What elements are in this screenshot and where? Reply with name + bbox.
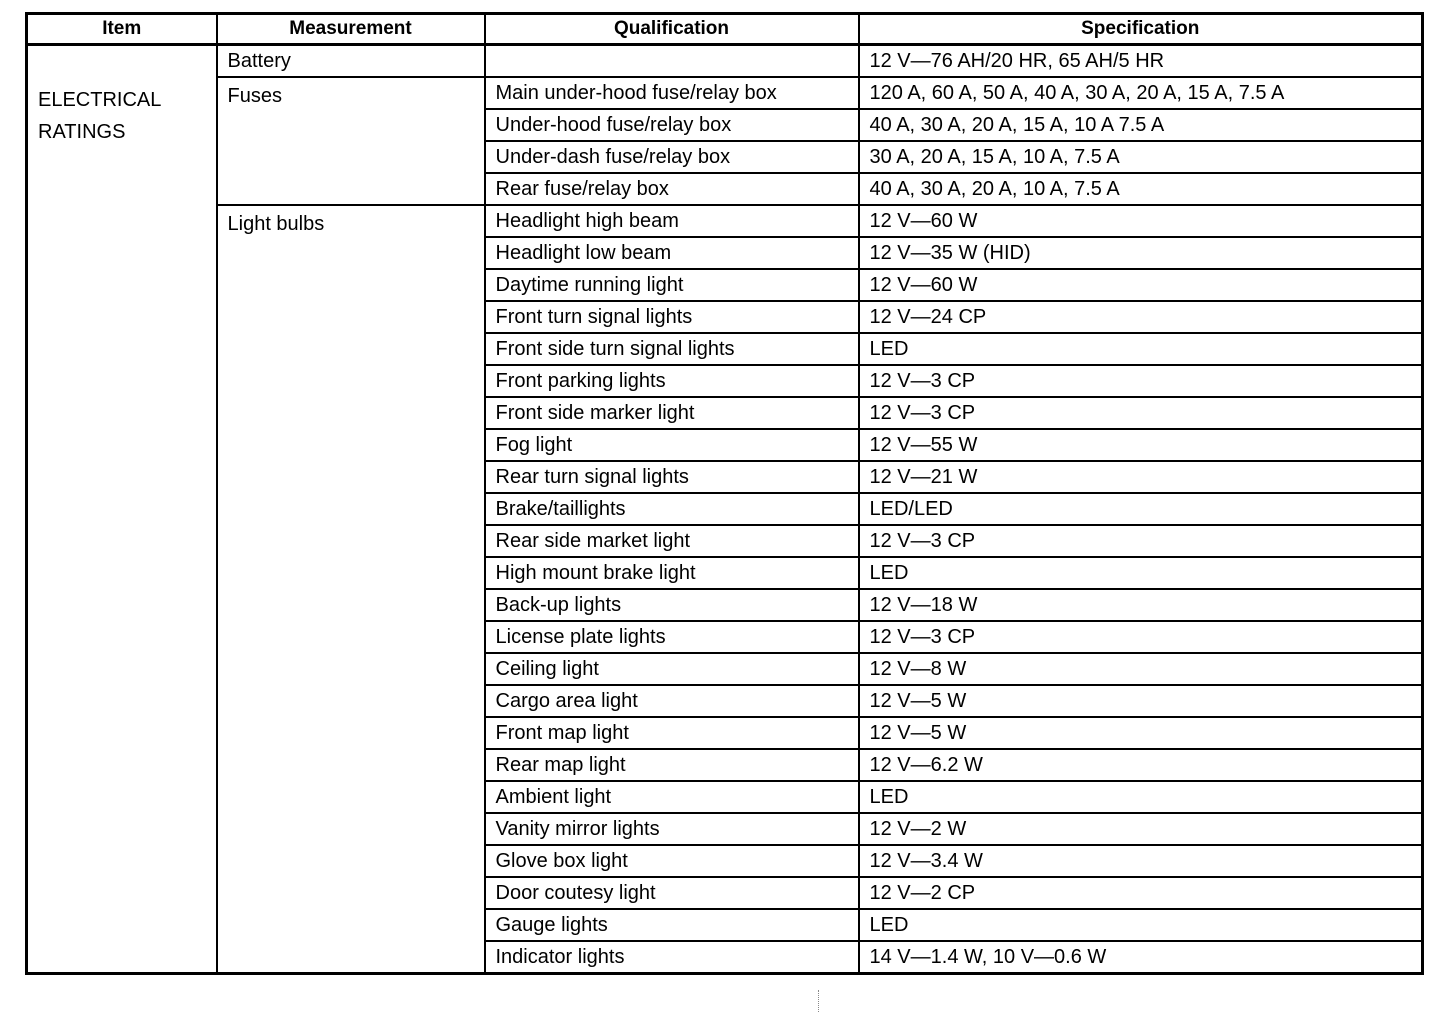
- specification-cell: 12 V—5 W: [859, 685, 1423, 717]
- specification-cell: 30 A, 20 A, 15 A, 10 A, 7.5 A: [859, 141, 1423, 173]
- specification-cell: 12 V—55 W: [859, 429, 1423, 461]
- qualification-cell: Headlight high beam: [485, 205, 859, 237]
- qualification-cell: Fog light: [485, 429, 859, 461]
- header-measurement: Measurement: [217, 14, 485, 45]
- table-row: [27, 77, 1423, 109]
- specification-cell: 12 V—5 W: [859, 717, 1423, 749]
- measurement-light-bulbs: Light bulbs: [217, 205, 485, 974]
- specification-cell: 12 V—6.2 W: [859, 749, 1423, 781]
- electrical-ratings-table: [25, 12, 1424, 975]
- specification-cell: 12 V—3 CP: [859, 525, 1423, 557]
- specification-cell: 12 V—8 W: [859, 653, 1423, 685]
- qualification-cell: Under-dash fuse/relay box: [485, 141, 859, 173]
- item-cell: [27, 45, 217, 974]
- specification-cell: 12 V—2 W: [859, 813, 1423, 845]
- specification-cell: 14 V—1.4 W, 10 V—0.6 W: [859, 941, 1423, 974]
- qualification-cell: Front side turn signal lights: [485, 333, 859, 365]
- specification-battery: 12 V—76 AH/20 HR, 65 AH/5 HR: [859, 45, 1423, 78]
- qualification-battery: [485, 45, 859, 78]
- qualification-cell: Rear fuse/relay box: [485, 173, 859, 205]
- item-label-line2: RATINGS: [38, 121, 126, 143]
- qualification-cell: Vanity mirror lights: [485, 813, 859, 845]
- qualification-cell: Gauge lights: [485, 909, 859, 941]
- qualification-cell: Front map light: [485, 717, 859, 749]
- specification-cell: 40 A, 30 A, 20 A, 10 A, 7.5 A: [859, 173, 1423, 205]
- item-label-line1: ELECTRICAL: [38, 89, 162, 111]
- qualification-cell: Rear side market light: [485, 525, 859, 557]
- qualification-cell: Rear turn signal lights: [485, 461, 859, 493]
- specification-cell: LED/LED: [859, 493, 1423, 525]
- qualification-cell: Back-up lights: [485, 589, 859, 621]
- specification-cell: 12 V—24 CP: [859, 301, 1423, 333]
- qualification-cell: Front turn signal lights: [485, 301, 859, 333]
- specification-cell: 12 V—60 W: [859, 269, 1423, 301]
- specification-cell: 12 V—18 W: [859, 589, 1423, 621]
- specification-cell: LED: [859, 781, 1423, 813]
- header-row: [27, 14, 1423, 45]
- qualification-cell: Door coutesy light: [485, 877, 859, 909]
- header-qualification: Qualification: [485, 14, 859, 45]
- qualification-cell: License plate lights: [485, 621, 859, 653]
- specification-cell: LED: [859, 557, 1423, 589]
- specification-cell: 12 V—21 W: [859, 461, 1423, 493]
- qualification-cell: Headlight low beam: [485, 237, 859, 269]
- specification-cell: 12 V—3 CP: [859, 397, 1423, 429]
- scan-speck: [818, 990, 822, 1012]
- qualification-cell: Front parking lights: [485, 365, 859, 397]
- specification-cell: 12 V—3 CP: [859, 621, 1423, 653]
- qualification-cell: Indicator lights: [485, 941, 859, 974]
- qualification-cell: Ceiling light: [485, 653, 859, 685]
- table-row-battery: [27, 45, 1423, 78]
- qualification-cell: Under-hood fuse/relay box: [485, 109, 859, 141]
- specification-cell: 12 V—60 W: [859, 205, 1423, 237]
- qualification-cell: Front side marker light: [485, 397, 859, 429]
- qualification-cell: Main under-hood fuse/relay box: [485, 77, 859, 109]
- measurement-battery: Battery: [217, 45, 485, 78]
- specification-cell: 40 A, 30 A, 20 A, 15 A, 10 A 7.5 A: [859, 109, 1423, 141]
- specification-cell: 120 A, 60 A, 50 A, 40 A, 30 A, 20 A, 15 A, 7.5 A: [859, 77, 1423, 109]
- specification-cell: LED: [859, 333, 1423, 365]
- measurement-fuses: Fuses: [217, 77, 485, 205]
- qualification-cell: Brake/taillights: [485, 493, 859, 525]
- qualification-cell: Rear map light: [485, 749, 859, 781]
- specification-cell: 12 V—3.4 W: [859, 845, 1423, 877]
- header-specification: Specification: [859, 14, 1423, 45]
- header-item: Item: [27, 14, 217, 45]
- qualification-cell: Daytime running light: [485, 269, 859, 301]
- specification-cell: 12 V—3 CP: [859, 365, 1423, 397]
- specification-cell: LED: [859, 909, 1423, 941]
- qualification-cell: Ambient light: [485, 781, 859, 813]
- specification-cell: 12 V—2 CP: [859, 877, 1423, 909]
- qualification-cell: Cargo area light: [485, 685, 859, 717]
- table-row: [27, 205, 1423, 237]
- qualification-cell: High mount brake light: [485, 557, 859, 589]
- specification-cell: 12 V—35 W (HID): [859, 237, 1423, 269]
- qualification-cell: Glove box light: [485, 845, 859, 877]
